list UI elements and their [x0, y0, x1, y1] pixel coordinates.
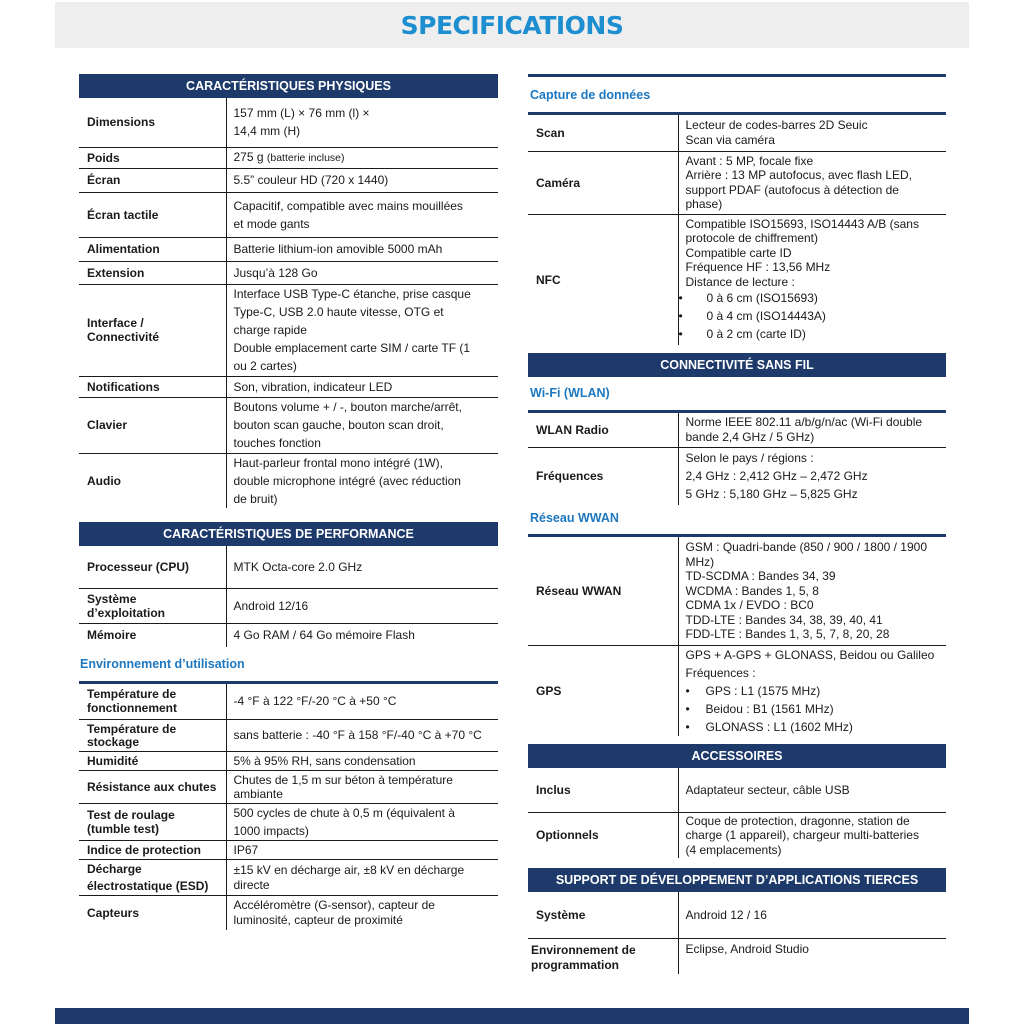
spec-value: Boutons volume + / -, bouton marche/arrêt, bouton scan gauche, bouton scan droit, touches fonction	[226, 397, 498, 453]
spec-label: Résistance aux chutes	[79, 771, 226, 804]
environment-table	[79, 684, 498, 930]
spec-value: ±15 kV en décharge air, ±8 kV en décharge directe	[226, 860, 498, 896]
spec-row	[528, 214, 946, 345]
performance-section-header: CARACTÉRISTIQUES DE PERFORMANCE	[79, 522, 498, 546]
spec-value: 4 Go RAM / 64 Go mémoire Flash	[226, 624, 498, 647]
spec-value: Android 12/16	[226, 589, 498, 624]
performance-table	[79, 546, 498, 647]
wwan-subheader: Réseau WWAN	[530, 511, 619, 525]
spec-label: Système d’exploitation	[79, 589, 226, 624]
spec-label: Caméra	[528, 151, 678, 214]
spec-label: Réseau WWAN	[528, 537, 678, 645]
spec-value: Accéléromètre (G-sensor), capteur de luminosité, capteur de proximité	[226, 896, 498, 930]
accessories-table	[528, 768, 946, 858]
spec-label: Mémoire	[87, 628, 137, 643]
spec-value: 157 mm (L) × 76 mm (l) × 14,4 mm (H)	[226, 98, 498, 147]
spec-label: Décharge électrostatique (ESD)	[79, 860, 226, 896]
spec-row	[79, 98, 498, 147]
spec-row	[528, 938, 946, 974]
spec-row	[79, 771, 498, 804]
spec-row	[79, 147, 498, 168]
spec-row	[79, 752, 498, 771]
spec-label: NFC	[536, 272, 561, 287]
spec-row	[528, 645, 946, 736]
spec-value: 5.5” couleur HD (720 x 1440)	[226, 168, 498, 192]
spec-row	[528, 151, 946, 214]
spec-value: sans batterie : -40 °F à 158 °F/-40 °C à +70 °C	[226, 720, 498, 752]
spec-row	[79, 237, 498, 261]
spec-row	[79, 841, 498, 860]
spec-value: Capacitif, compatible avec mains mouillées et mode gants	[226, 192, 498, 237]
spec-note: (batterie incluse)	[266, 152, 345, 164]
wwan-table	[528, 537, 946, 736]
spec-row	[79, 720, 498, 752]
spec-value: 500 cycles de chute à 0,5 m (équivalent à 1000 impacts)	[226, 804, 498, 841]
spec-row	[528, 413, 946, 447]
bullet-item: • GLONASS : L1 (1602 MHz)	[686, 718, 947, 736]
spec-value: Haut-parleur frontal mono intégré (1W), double microphone intégré (avec réduction de bruit)	[226, 453, 498, 508]
wifi-table	[528, 413, 946, 505]
bullet-item: • Beidou : B1 (1561 MHz)	[686, 700, 947, 718]
spec-label: Dimensions	[79, 98, 226, 147]
spec-label: Test de roulage (tumble test)	[79, 804, 226, 841]
wireless-section-header: CONNECTIVITÉ SANS FIL	[528, 353, 946, 377]
spec-value: MTK Octa-core 2.0 GHz	[226, 546, 498, 589]
spec-row	[528, 892, 946, 938]
spec-value: GSM : Quadri-bande (850 / 900 / 1800 / 1900 MHz) TD-SCDMA : Bandes 34, 39 WCDMA : Bandes 1, 5, 8 CDMA 1x / EVDO : BC0 TDD-LTE : Bandes 34, 38, 39, 40, 41 FDD-LTE : Bandes 1, 3, 5, 7, 8, 20, 28	[678, 537, 946, 645]
bullet-item: • 0 à 2 cm (carte ID)	[686, 325, 947, 343]
spec-value: Interface USB Type-C étanche, prise casque Type-C, USB 2.0 haute vitesse, OTG et charge rapide Double emplacement carte SIM / carte TF (1 ou 2 cartes)	[226, 284, 498, 376]
footer-bar	[55, 1008, 969, 1024]
spec-row	[79, 546, 498, 589]
spec-label: Humidité	[79, 752, 226, 771]
capture-table	[528, 115, 946, 345]
spec-label: Optionnels	[536, 828, 599, 843]
spec-value: 5% à 95% RH, sans condensation	[226, 752, 498, 771]
spec-label: Poids	[79, 147, 226, 168]
bullet-item: • 0 à 4 cm (ISO14443A)	[686, 307, 947, 325]
capture-section-header: Capture de données	[530, 88, 651, 102]
spec-row	[79, 804, 498, 841]
spec-value: Lecteur de codes-barres 2D Seuic Scan via caméra	[678, 115, 946, 151]
physical-table	[79, 98, 498, 508]
spec-value: Chutes de 1,5 m sur béton à température ambiante	[226, 771, 498, 804]
spec-row	[79, 684, 498, 720]
page-title: SPECIFICATIONS	[400, 10, 624, 40]
spec-row	[79, 284, 498, 376]
spec-value: Adaptateur secteur, câble USB	[678, 768, 946, 812]
dev-support-section-header: SUPPORT DE DÉVELOPPEMENT D’APPLICATIONS TIERCES	[528, 868, 946, 892]
spec-label: Fréquences	[536, 469, 604, 484]
spec-row	[528, 447, 946, 505]
wifi-subheader: Wi-Fi (WLAN)	[530, 386, 610, 400]
right-column	[528, 74, 946, 974]
spec-row	[79, 860, 498, 896]
environment-section-header: Environnement d’utilisation	[80, 656, 245, 671]
spec-row	[528, 812, 946, 858]
spec-row	[79, 896, 498, 930]
spec-value: Eclipse, Android Studio	[678, 938, 946, 974]
spec-row	[79, 168, 498, 192]
spec-label: Inclus	[528, 768, 678, 812]
spec-label: Environnement de programmation	[531, 942, 636, 972]
spec-value: Norme IEEE 802.11 a/b/g/n/ac (Wi-Fi double bande 2,4 GHz / 5 GHz)	[678, 413, 946, 447]
bullet-item: • GPS : L1 (1575 MHz)	[686, 682, 947, 700]
spec-value: Jusqu’à 128 Go	[226, 261, 498, 284]
spec-label: Écran tactile	[79, 192, 226, 237]
spec-label: Scan	[528, 115, 678, 151]
spec-row	[79, 376, 498, 397]
spec-row	[79, 624, 498, 647]
spec-row	[79, 261, 498, 284]
spec-label: Alimentation	[79, 237, 226, 261]
spec-value: Coque de protection, dragonne, station de charge (1 appareil), chargeur multi-batteries (4 emplacements)	[678, 812, 946, 858]
spec-label: Indice de protection	[79, 841, 226, 860]
dev-support-table	[528, 892, 946, 974]
spec-label: Audio	[87, 473, 121, 488]
left-column	[79, 74, 498, 930]
spec-label: Notifications	[79, 376, 226, 397]
spec-row	[528, 537, 946, 645]
spec-row	[528, 115, 946, 151]
accessories-section-header: ACCESSOIRES	[528, 744, 946, 768]
title-banner	[55, 2, 969, 48]
spec-row	[79, 589, 498, 624]
spec-label: GPS	[536, 683, 562, 698]
spec-label: Processeur (CPU)	[79, 546, 226, 589]
spec-value: Son, vibration, indicateur LED	[226, 376, 498, 397]
spec-label: WLAN Radio	[528, 413, 678, 447]
spec-value: -4 °F à 122 °F/-20 °C à +50 °C	[226, 684, 498, 720]
spec-value: 275 g (batterie incluse)	[226, 147, 498, 168]
spec-label: Température de stockage	[79, 720, 226, 752]
bullet-item: • 0 à 6 cm (ISO15693)	[686, 289, 947, 307]
spec-row	[79, 453, 498, 508]
spec-row	[528, 768, 946, 812]
spec-label: Interface / Connectivité	[79, 284, 226, 376]
spec-label: Capteurs	[87, 905, 140, 920]
spec-value: Batterie lithium-ion amovible 5000 mAh	[226, 237, 498, 261]
spec-value: Compatible ISO15693, ISO14443 A/B (sans protocole de chiffrement) Compatible carte ID Fréquence HF : 13,56 MHz Distance de lecture : • 0 à 6 cm (ISO15693) • 0 à 4 cm (ISO14443A) • 0 à 2 cm (carte ID)	[678, 214, 946, 345]
spec-label: Système	[528, 892, 678, 938]
spec-value: Android 12 / 16	[678, 892, 946, 938]
spec-value: GPS + A-GPS + GLONASS, Beidou ou Galileo Fréquences : • GPS : L1 (1575 MHz) • Beidou : B1 (1561 MHz) • GLONASS : L1 (1602 MHz)	[678, 645, 946, 736]
spec-value: IP67	[226, 841, 498, 860]
spec-label: Clavier	[79, 397, 226, 453]
spec-label: Écran	[79, 168, 226, 192]
spec-value: Avant : 5 MP, focale fixe Arrière : 13 MP autofocus, avec flash LED, support PDAF (autofocus à détection de phase)	[678, 151, 946, 214]
spec-row	[79, 397, 498, 453]
spec-label: Température de fonctionnement	[79, 684, 226, 720]
spec-value: Selon le pays / régions : 2,4 GHz : 2,412 GHz – 2,472 GHz 5 GHz : 5,180 GHz – 5,825 GHz	[678, 447, 946, 505]
spec-label: Extension	[79, 261, 226, 284]
physical-section-header: CARACTÉRISTIQUES PHYSIQUES	[79, 74, 498, 98]
spec-row	[79, 192, 498, 237]
